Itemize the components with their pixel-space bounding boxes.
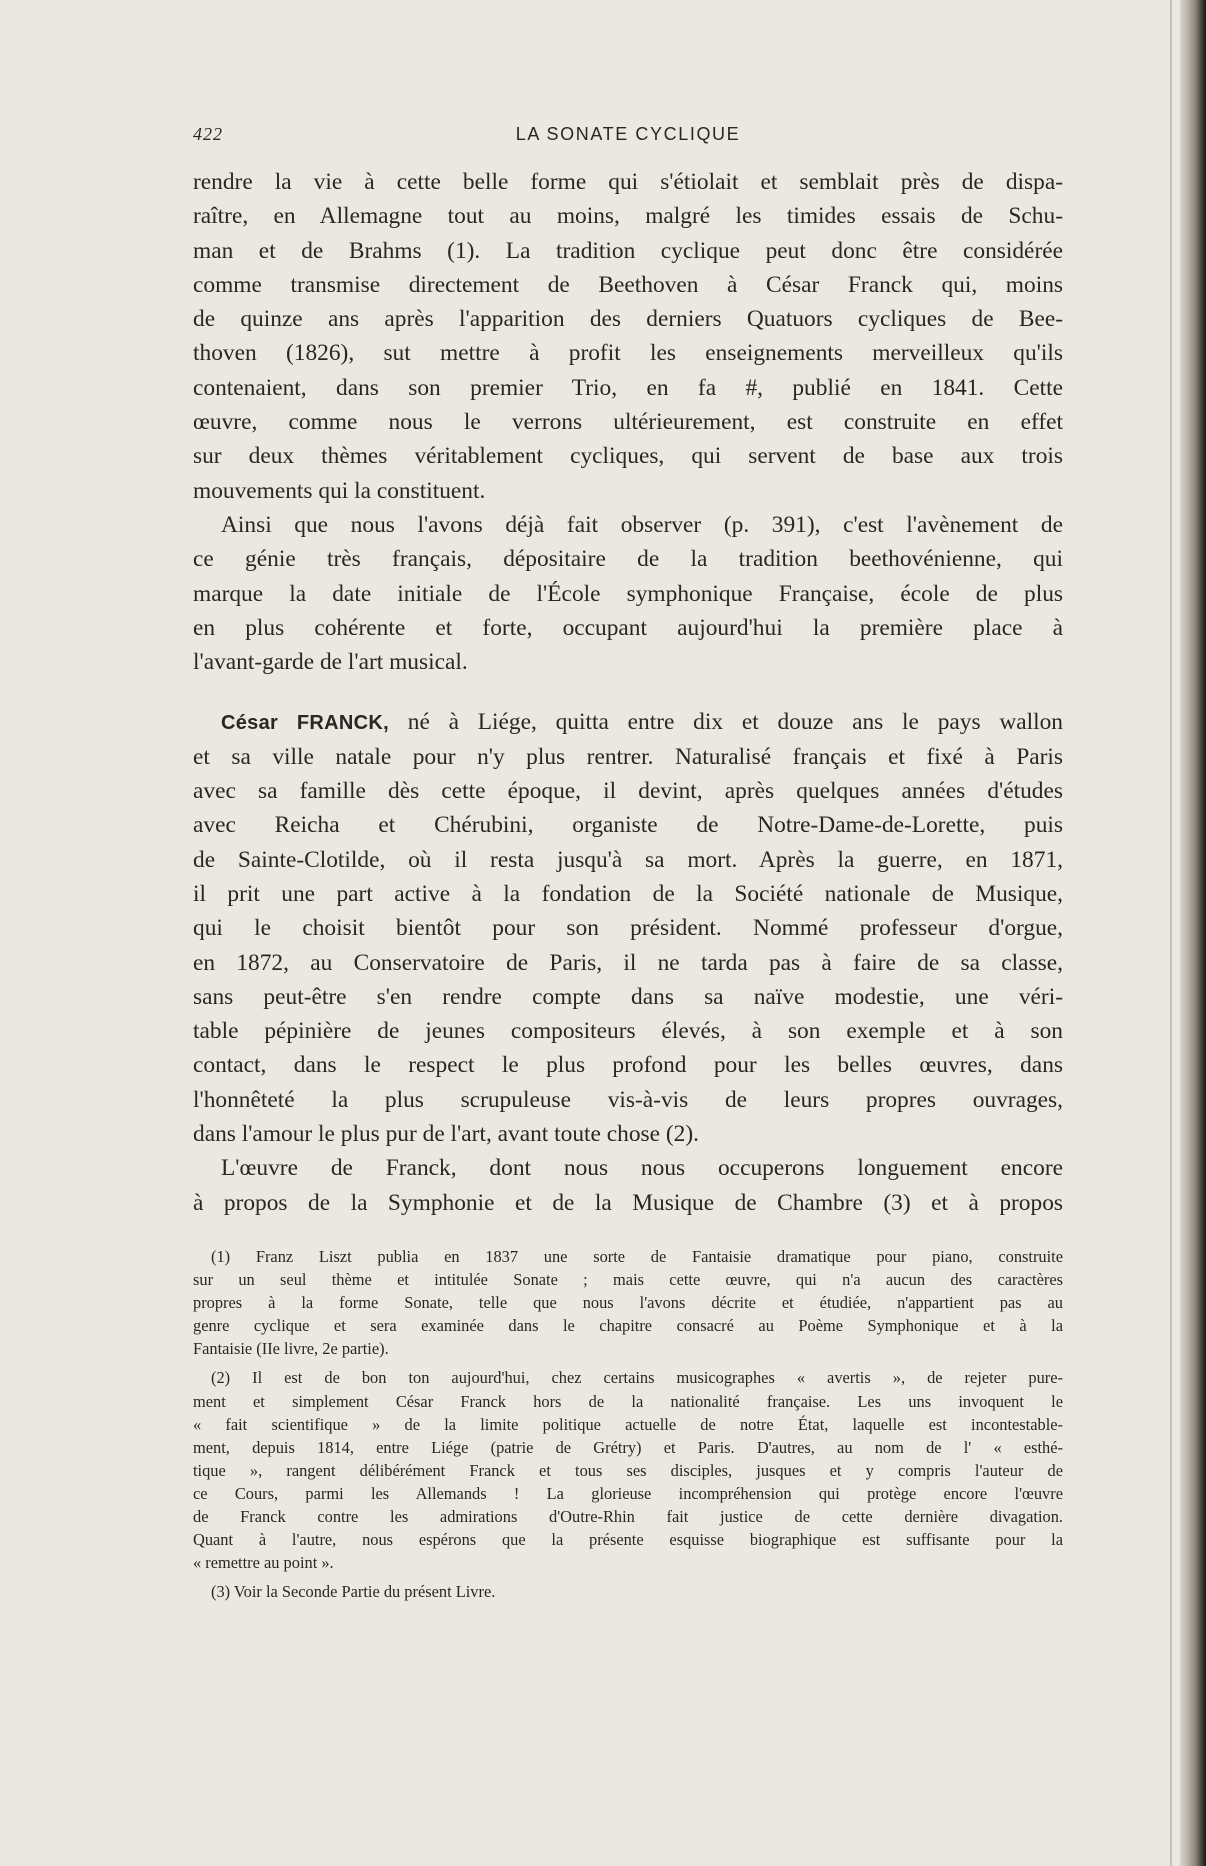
footnote-line: « remettre au point ». <box>193 1553 334 1573</box>
footnote-line: Fantaisie (IIe livre, 2e partie). <box>193 1339 389 1359</box>
footnote-line: « fait scientifique » de la limite politique actuelle de notre État, laquelle est incontestable- <box>193 1414 1063 1434</box>
footnote-line: ment, depuis 1814, entre Liége (patrie de Grétry) et Paris. D'autres, au nom de l' « esthé- <box>193 1437 1063 1457</box>
text-line: œuvre, comme nous le verrons ultérieurement, est construite en effet <box>193 409 1063 436</box>
text-line: avec Reicha et Chérubini, organiste de Notre-Dame-de-Lorette, puis <box>193 812 1063 839</box>
text-line: sur deux thèmes véritablement cycliques, qui servent de base aux trois <box>193 443 1063 470</box>
running-title: LA SONATE CYCLIQUE <box>515 124 741 144</box>
text-line: qui le choisit bientôt pour son président. Nommé professeur d'orgue, <box>193 915 1063 942</box>
text-line: contenaient, dans son premier Trio, en fa #, publié en 1841. Cette <box>193 374 1063 401</box>
composer-name: César FRANCK, <box>221 712 389 735</box>
text-line: dans l'amour le plus pur de l'art, avant toute chose (2). <box>193 1121 699 1148</box>
paragraph-3 <box>193 705 1063 1151</box>
text-line: L'œuvre de Franck, dont nous nous occuperons longuement encore <box>221 1155 1063 1182</box>
text-line <box>193 705 1063 739</box>
text-line: rendre la vie à cette belle forme qui s'étiolait et semblait près de dispa- <box>193 169 1063 195</box>
text-line: l'honnêteté la plus scrupuleuse vis-à-vis de leurs propres ouvrages, <box>193 1086 1063 1113</box>
paragraph-1 <box>193 165 1063 508</box>
text-line: de quinze ans après l'apparition des derniers Quatuors cycliques de Bee- <box>193 306 1063 333</box>
footnote-line: tique », rangent délibérément Franck et tous ses disciples, jusques et y compris l'auteur de <box>193 1460 1063 1480</box>
body-text <box>193 165 1063 1220</box>
text-line: man et de Brahms (1). La tradition cyclique peut donc être considérée <box>193 237 1063 264</box>
footnote-line: (2) Il est de bon ton aujourd'hui, chez certains musicographes « avertis », de rejeter pure- <box>211 1368 1063 1388</box>
text-line: de Sainte-Clotilde, où il resta jusqu'à sa mort. Après la guerre, en 1871, <box>193 846 1063 873</box>
footnote-2 <box>193 1366 1063 1574</box>
text-line: marque la date initiale de l'École symphonique Française, école de plus <box>193 580 1063 607</box>
text-line: à propos de la Symphonie et de la Musique de Chambre (3) et à propos <box>193 1189 1063 1216</box>
text-line: contact, dans le respect le plus profond pour les belles œuvres, dans <box>193 1052 1063 1079</box>
footnote-line: sur un seul thème et intitulée Sonate ; mais cette œuvre, qui n'a aucun des caractères <box>193 1270 1063 1290</box>
text-line: il prit une part active à la fondation de la Société nationale de Musique, <box>193 880 1063 907</box>
text-line-rest: né à Liége, quitta entre dix et douze ans le pays wallon <box>407 709 1063 736</box>
footnote-line: genre cyclique et sera examinée dans le chapitre consacré au Poème Symphonique et à la <box>193 1316 1063 1336</box>
footnote-line: ment et simplement César Franck hors de la nationalité française. Les uns invoquent le <box>193 1391 1063 1411</box>
text-line: et sa ville natale pour n'y plus rentrer. Naturalisé français et fixé à Paris <box>193 743 1063 770</box>
footnote-1 <box>193 1245 1063 1360</box>
text-line: Ainsi que nous l'avons déjà fait observer (p. 391), c'est l'avènement de <box>221 511 1063 538</box>
footnote-line: de Franck contre les admirations d'Outre-Rhin fait justice de cette dernière divagation. <box>193 1507 1063 1527</box>
footnote-line: Quant à l'autre, nous espérons que la présente esquisse biographique est suffisante pour la <box>193 1530 1063 1550</box>
footnote-line: ce Cours, parmi les Allemands ! La glorieuse incompréhension qui protège encore l'œuvre <box>193 1483 1063 1503</box>
text-line: mouvements qui la constituent. <box>193 477 486 504</box>
footnote-line: (3) Voir la Seconde Partie du présent Livre. <box>211 1582 496 1602</box>
page-header <box>193 124 1063 148</box>
text-line: l'avant-garde de l'art musical. <box>193 649 468 676</box>
paragraph-2 <box>193 508 1063 679</box>
footnote-line: (1) Franz Liszt publia en 1837 une sorte de Fantaisie dramatique pour piano, construite <box>211 1247 1063 1266</box>
text-line: en 1872, au Conservatoire de Paris, il ne tarda pas à faire de sa classe, <box>193 949 1063 976</box>
paragraph-4 <box>193 1151 1063 1220</box>
footnote-line: propres à la forme Sonate, telle que nous l'avons décrite et étudiée, n'appartient pas au <box>193 1293 1063 1313</box>
book-spine-shadow <box>1180 0 1206 1866</box>
page-fold-line <box>1170 0 1172 1866</box>
text-line: avec sa famille dès cette époque, il devint, après quelques années d'études <box>193 778 1063 805</box>
paragraph-gap <box>193 679 1063 705</box>
text-line: raître, en Allemagne tout au moins, malgré les timides essais de Schu- <box>193 203 1063 230</box>
text-line: thoven (1826), sut mettre à profit les enseignements merveilleux qu'ils <box>193 340 1063 367</box>
footnotes <box>193 1245 1063 1603</box>
text-line: sans peut-être s'en rendre compte dans sa naïve modestie, une véri- <box>193 983 1063 1010</box>
page-number: 422 <box>193 124 223 144</box>
text-line: comme transmise directement de Beethoven à César Franck qui, moins <box>193 271 1063 298</box>
text-line: ce génie très français, dépositaire de la tradition beethovénienne, qui <box>193 546 1063 573</box>
text-line: table pépinière de jeunes compositeurs élevés, à son exemple et à son <box>193 1018 1063 1045</box>
text-line: en plus cohérente et forte, occupant aujourd'hui la première place à <box>193 614 1063 641</box>
footnote-3 <box>193 1580 1063 1603</box>
